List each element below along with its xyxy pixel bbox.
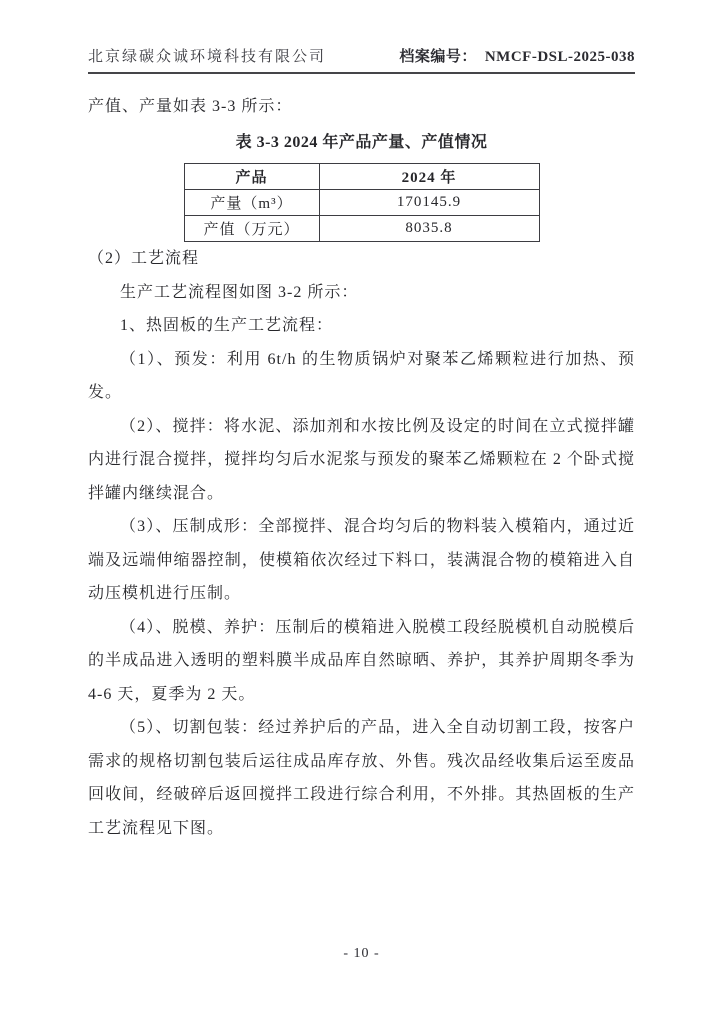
process-step-2: （2）、搅拌：将水泥、添加剂和水按比例及设定的时间在立式搅拌罐内进行混合搅拌，搅拌均匀后水泥浆与预发的聚苯乙烯颗粒在 2 个卧式搅拌罐内继续混合。 — [88, 417, 635, 502]
page-number: - 10 - — [343, 946, 380, 961]
document-body — [88, 90, 635, 845]
page-header — [88, 48, 635, 74]
production-table — [184, 163, 540, 242]
row-label-output: 产量（m³） — [184, 190, 319, 216]
archive-number — [399, 48, 635, 67]
archive-number-label: 档案编号： — [399, 49, 477, 65]
row-value-value: 8035.8 — [319, 216, 539, 242]
table-header-year: 2024 年 — [319, 164, 539, 190]
row-value-output: 170145.9 — [319, 190, 539, 216]
flow-subtitle: 1、热固板的生产工艺流程： — [120, 317, 334, 334]
process-step-4: （4）、脱模、养护：压制后的模箱进入脱模工段经脱模机自动脱模后的半成品进入透明的塑料膜半成品库自然晾晒、养护，其养护周期冬季为 4-6 天，夏季为 2 天。 — [88, 618, 635, 703]
process-step-1: （1）、预发：利用 6t/h 的生物质锅炉对聚苯乙烯颗粒进行加热、预发。 — [88, 350, 635, 401]
table-caption: 表 3-3 2024 年产品产量、产值情况 — [235, 133, 488, 151]
row-label-value: 产值（万元） — [184, 216, 319, 242]
process-step-5: （5）、切割包装：经过养护后的产品，进入全自动切割工段，按客户需求的规格切割包装后运往成品库存放、外售。残次品经收集后运至废品回收间，经破碎后返回搅拌工段进行综合利用，不外排。其热固板的生产工艺流程见下图。 — [88, 719, 635, 837]
table-header-row — [184, 164, 539, 190]
table-header-product: 产品 — [184, 164, 319, 190]
table-row — [184, 216, 539, 242]
process-step-3: （3）、压制成形：全部搅拌、混合均匀后的物料装入模箱内，通过近端及远端伸缩器控制，使模箱依次经过下料口，装满混合物的模箱进入自动压模机进行压制。 — [88, 518, 635, 602]
table-row — [184, 190, 539, 216]
archive-number-value: NMCF-DSL-2025-038 — [484, 49, 635, 65]
section-heading: （2）工艺流程 — [88, 250, 200, 267]
intro-line: 产值、产量如表 3-3 所示： — [88, 98, 293, 115]
flow-intro: 生产工艺流程图如图 3-2 所示： — [120, 283, 359, 301]
company-name: 北京绿碳众诚环境科技有限公司 — [88, 49, 327, 65]
